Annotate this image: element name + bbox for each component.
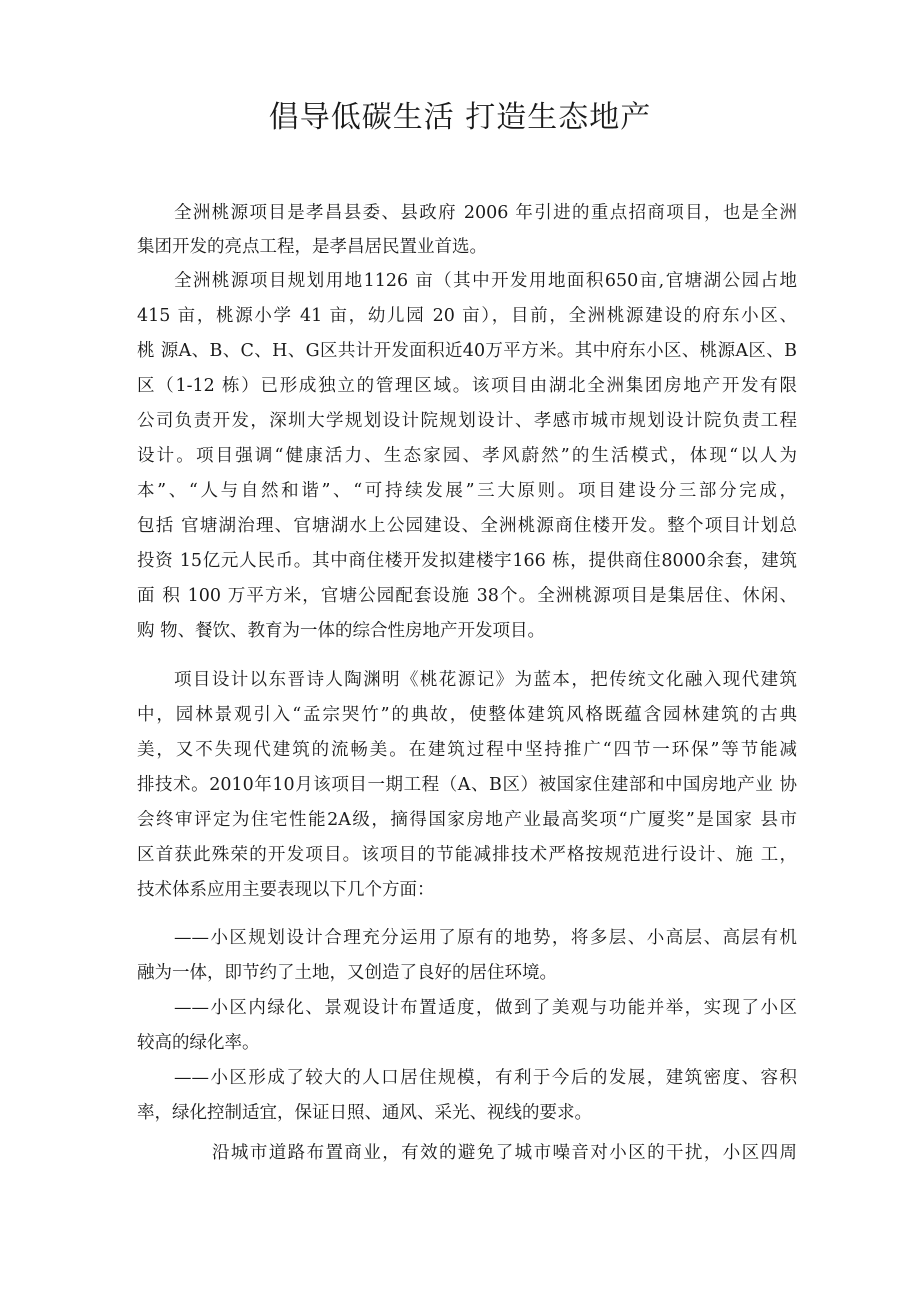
text-line: 区首获此殊荣的开发项目。该项目的节能减排技术严格按规范进行设计、施 工， [137,845,797,865]
text-line: 全洲桃源项目规划用地1126 亩（其中开发用地面积650亩,官塘湖公园占地 [174,271,797,291]
text-line: 公司负责开发，深圳大学规划设计院规划设计、孝感市城市规划设计院负责工程 [137,411,797,431]
text-line: 购 物、餐饮、教育为一体的综合性房地产开发项目。 [137,621,546,641]
text-line: 桃 源A、B、C、H、G区共计开发面积近40万平方米。其中府东小区、桃源A区、B [137,341,797,361]
text-line: ——小区形成了较大的人口居住规模，有利于今后的发展，建筑密度、容积 [174,1068,797,1088]
text-line: 投资 15亿元人民币。其中商住楼开发拟建楼宇166 栋，提供商住8000余套，建筑 [137,551,797,571]
text-line: 融为一体，即节约了土地，又创造了良好的居住环境。 [137,963,557,983]
text-line: ——小区规划设计合理充分运用了原有的地势，将多层、小高层、高层有机 [174,928,797,948]
text-line: 技术体系应用主要表现以下几个方面： [137,880,435,900]
text-line: 中，园林景观引入“孟宗哭竹”的典故，使整体建筑风格既蕴含园林建筑的古典 [137,705,797,725]
text-line: 项目设计以东晋诗人陶渊明《桃花源记》为蓝本，把传统文化融入现代建筑 [174,670,797,690]
text-line: 集团开发的亮点工程，是孝昌居民置业首选。 [137,237,487,257]
text-line: 会终审评定为住宅性能2A级，摘得国家房地产业最高奖项“广厦奖”是国家 县市 [137,810,797,830]
text-line: ——小区内绿化、景观设计布置适度，做到了美观与功能并举，实现了小区 [174,998,797,1018]
text-line: 区（1-12 栋）已形成独立的管理区域。该项目由湖北全洲集团房地产开发有限 [137,376,797,396]
text-line: 面 积 100 万平方米，官塘公园配套设施 38个。全洲桃源项目是集居住、休闲、 [137,586,797,606]
text-line: 率，绿化控制适宜，保证日照、通风、采光、视线的要求。 [137,1103,592,1123]
text-line: 美，又不失现代建筑的流畅美。在建筑过程中坚持推广“四节一环保”等节能减 [137,740,797,760]
text-line: 全洲桃源项目是孝昌县委、县政府 2006 年引进的重点招商项目，也是全洲 [174,203,797,223]
text-line: 415 亩，桃源小学 41 亩，幼儿园 20 亩），目前，全洲桃源建设的府东小区、 [137,306,797,326]
text-line: 包括 官塘湖治理、官塘湖水上公园建设、全洲桃源商住楼开发。整个项目计划总 [137,516,797,536]
text-line: 设计。项目强调“健康活力、生态家园、孝风蔚然”的生活模式，体现“以人为 [137,446,797,466]
text-line: 本”、“人与自然和谐”、“可持续发展”三大原则。项目建设分三部分完成， [137,481,797,501]
document-title: 倡导低碳生活 打造生态地产 [268,100,652,135]
text-line: 排技术。2010年10月该项目一期工程（A、B区）被国家住建部和中国房地产业 协 [137,775,797,795]
text-line: 沿城市道路布置商业，有效的避免了城市噪音对小区的干扰，小区四周 [212,1143,797,1163]
text-line: 较高的绿化率。 [137,1033,260,1053]
